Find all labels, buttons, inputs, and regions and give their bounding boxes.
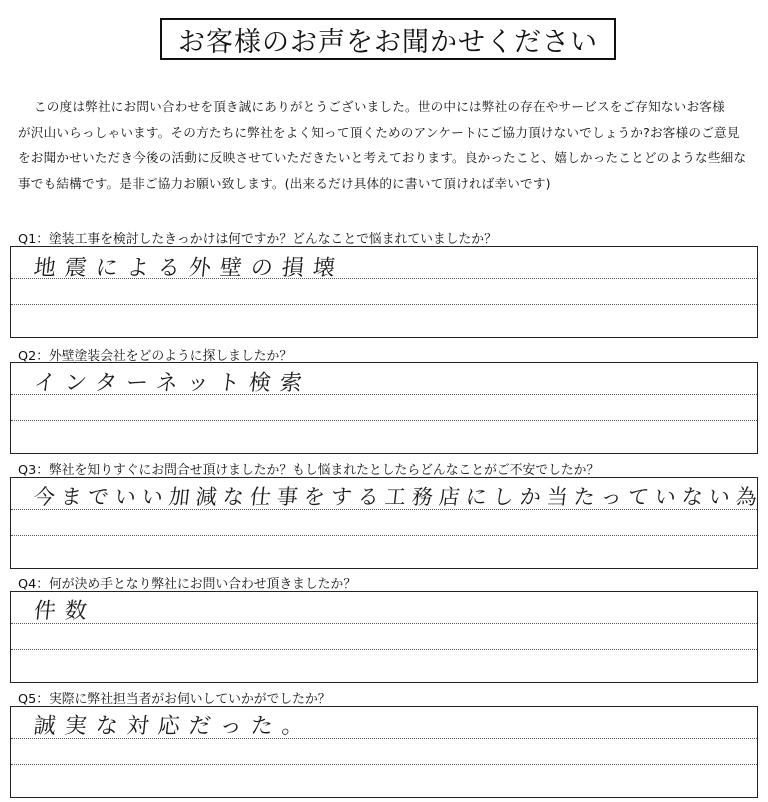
question-2: Q2：外壁塗装会社をどのように探しましたか？	[18, 349, 293, 364]
intro-line: この度は弊社にお問い合わせを頂き誠にありがとうございました。世の中には弊社の存在やサービスをご存知ないお客様	[34, 99, 725, 114]
survey-title: お客様のお声をお聞かせください	[178, 26, 598, 58]
question-4: Q4：何が決め手となり弊社にお問い合わせ頂きましたか？	[18, 577, 357, 592]
answer-3-handwriting: 今までいい加減な仕事をする工務店にしか当たっていない為	[32, 485, 765, 509]
answer-4-handwriting: 件数	[32, 599, 98, 624]
intro-line: をお聞かせいただき今後の活動に反映させていただきたいと考えております。良かったこと、嬉しかったことどのような些細な	[18, 150, 747, 165]
question-3: Q3：弊社を知りすぐにお問合せ頂けましたか？もし悩まれたとしたらどんなことがご不安でしたか？	[18, 463, 600, 478]
answer-box-4[interactable]	[10, 591, 758, 683]
intro-text	[18, 94, 762, 196]
survey-title-box	[160, 18, 616, 60]
intro-line: が沢山いらっしゃいます。その方たちに弊社をよく知って頂くためのアンケートにご協力頂けないでしょうか?お客様のご意見	[18, 124, 740, 140]
question-5: Q5：実際に弊社担当者がお伺いしていかがでしたか？	[18, 692, 331, 707]
intro-line: 事でも結構です。是非ご協力お願い致します。(出来るだけ具体的に書いて頂ければ幸いです)	[18, 175, 551, 191]
question-1: Q1：塗装工事を検討したきっかけは何ですか？どんなことで悩まれていましたか？	[18, 232, 497, 247]
answer-1-handwriting: 地震による外壁の損壊	[32, 256, 346, 281]
answer-5-handwriting: 誠実な対応だった。	[32, 714, 315, 739]
answer-2-handwriting: インターネット検索	[32, 371, 313, 396]
